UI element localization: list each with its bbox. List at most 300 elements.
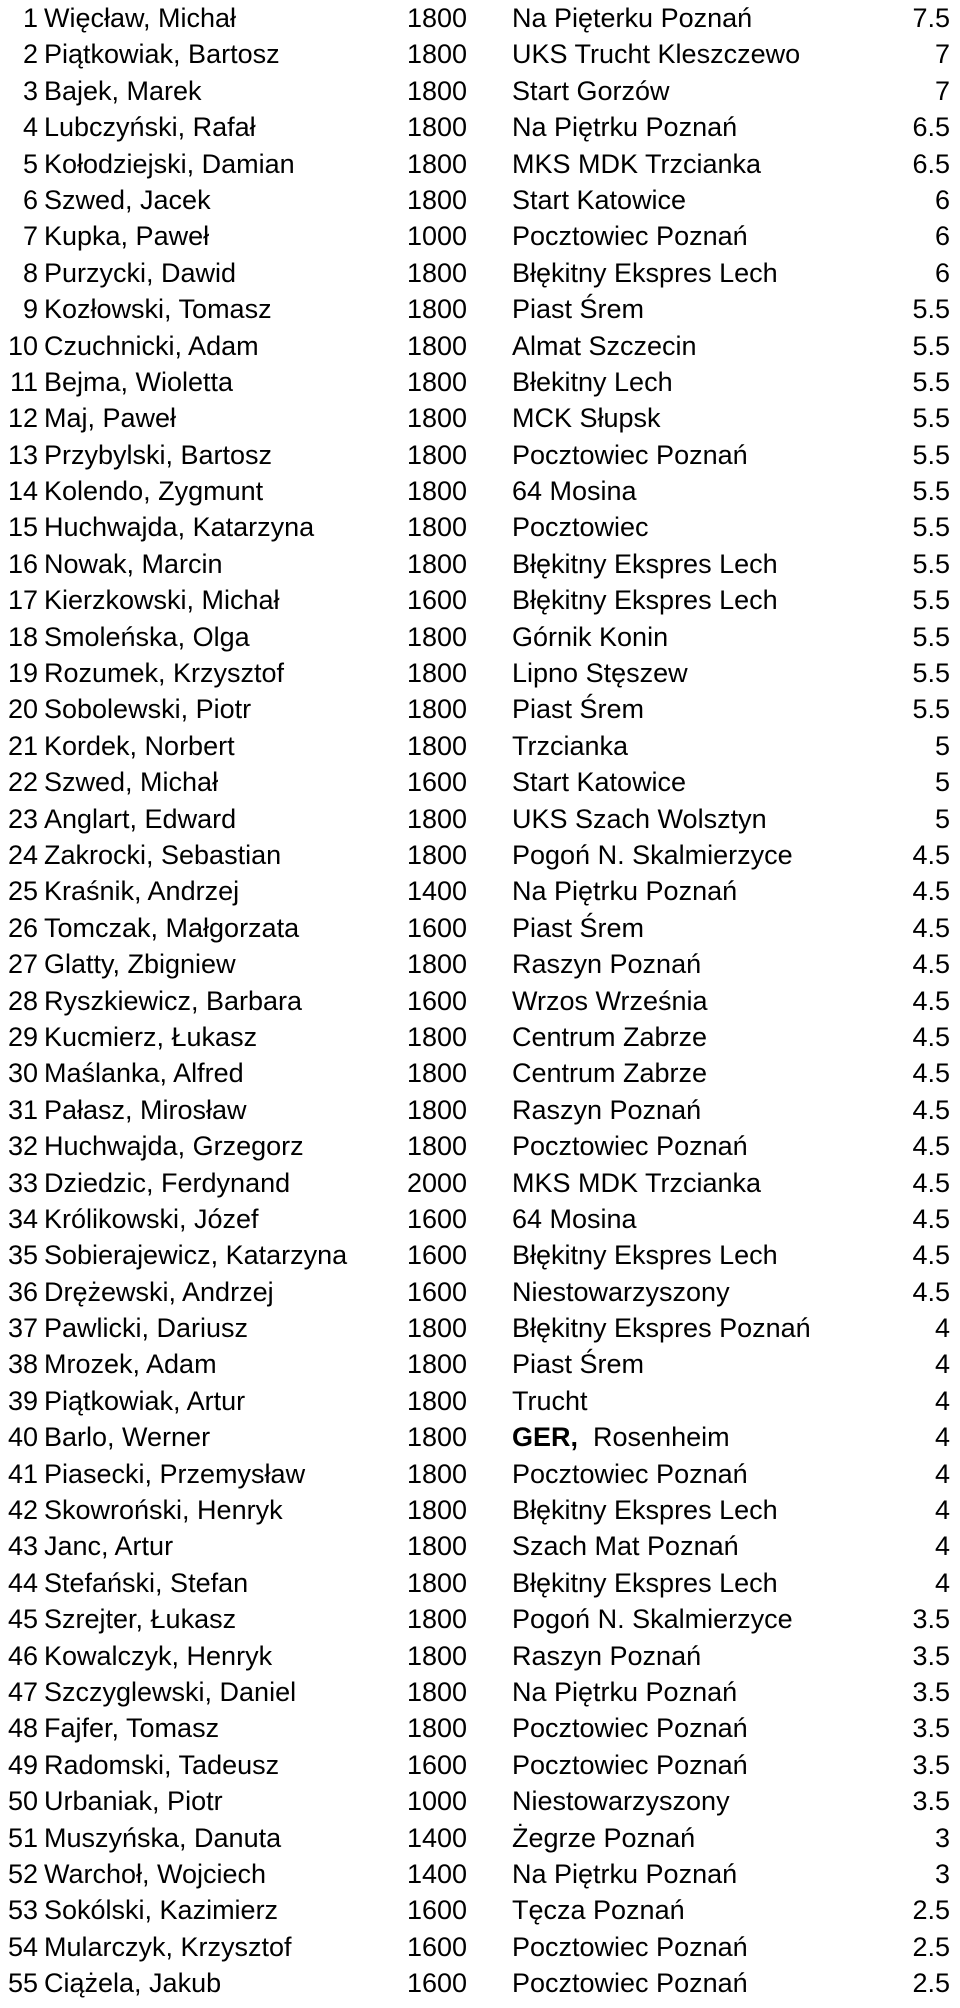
player-club: Błękitny Ekspres Lech bbox=[512, 548, 778, 579]
player-name: Muszyńska, Danuta bbox=[44, 1822, 282, 1853]
rank-number: 30 bbox=[7, 1058, 38, 1089]
player-name: Bajek, Marek bbox=[44, 75, 202, 106]
player-score: 5.5 bbox=[912, 694, 950, 725]
rank-number: 18 bbox=[7, 621, 38, 652]
table-row bbox=[0, 873, 960, 909]
player-name: Mularczyk, Krzysztof bbox=[44, 1931, 292, 1962]
table-row bbox=[0, 1965, 960, 2001]
player-rating: 1000 bbox=[407, 221, 468, 252]
player-club: Trucht bbox=[512, 1385, 588, 1416]
rank-number: 7 bbox=[22, 221, 38, 252]
player-club bbox=[512, 1419, 730, 1455]
player-club: Start Gorzów bbox=[512, 75, 670, 106]
player-score: 6 bbox=[934, 184, 950, 215]
player-rating: 1400 bbox=[407, 876, 468, 907]
player-rating: 1600 bbox=[407, 912, 468, 943]
table-row bbox=[0, 1456, 960, 1492]
player-score: 4 bbox=[934, 1458, 950, 1489]
table-row bbox=[0, 146, 960, 182]
rank-number: 36 bbox=[7, 1276, 38, 1307]
player-name: Szrejter, Łukasz bbox=[44, 1604, 237, 1635]
table-row bbox=[0, 1019, 960, 1055]
player-club: Raszyn Poznań bbox=[512, 949, 702, 980]
player-rating: 1800 bbox=[407, 294, 468, 325]
table-row bbox=[0, 619, 960, 655]
player-rating: 1400 bbox=[407, 1822, 468, 1853]
player-club: Na Pięterku Poznań bbox=[512, 3, 753, 33]
player-score: 4.5 bbox=[912, 1167, 950, 1198]
player-club: Piast Śrem bbox=[512, 912, 645, 943]
table-row bbox=[0, 1492, 960, 1528]
player-rating: 1800 bbox=[407, 257, 468, 288]
player-score: 5.5 bbox=[912, 621, 950, 652]
player-club: Pocztowiec Poznań bbox=[512, 1713, 748, 1744]
table-row bbox=[0, 1638, 960, 1674]
player-name: Drężewski, Andrzej bbox=[44, 1276, 274, 1307]
player-club: Pocztowiec Poznań bbox=[512, 1749, 748, 1780]
player-score: 6.5 bbox=[912, 148, 950, 179]
player-club: Błękitny Ekspres Lech bbox=[512, 257, 778, 288]
player-score: 5.5 bbox=[912, 330, 950, 361]
player-club: MKS MDK Trzcianka bbox=[512, 1167, 762, 1198]
table-row bbox=[0, 946, 960, 982]
rank-number: 31 bbox=[7, 1094, 38, 1125]
table-row bbox=[0, 1383, 960, 1419]
player-club: 64 Mosina bbox=[512, 1203, 637, 1234]
player-club: Start Katowice bbox=[512, 767, 687, 798]
club-city: Rosenheim bbox=[593, 1422, 730, 1453]
table-row bbox=[0, 291, 960, 327]
player-name: Czuchnicki, Adam bbox=[44, 330, 259, 361]
player-rating: 1800 bbox=[407, 439, 468, 470]
player-rating: 1800 bbox=[407, 803, 468, 834]
player-rating: 1800 bbox=[407, 1094, 468, 1125]
player-rating: 1800 bbox=[407, 1422, 468, 1453]
player-rating: 1800 bbox=[407, 1713, 468, 1744]
player-name: Janc, Artur bbox=[44, 1531, 174, 1562]
player-rating: 1800 bbox=[407, 1021, 468, 1052]
player-rating: 1800 bbox=[407, 1385, 468, 1416]
player-club: Pocztowiec Poznań bbox=[512, 1931, 748, 1962]
rank-number: 45 bbox=[7, 1604, 38, 1635]
player-rating: 1800 bbox=[407, 1058, 468, 1089]
table-row bbox=[0, 400, 960, 436]
player-name: Sobolewski, Piotr bbox=[44, 694, 252, 725]
rank-number: 52 bbox=[7, 1858, 38, 1889]
player-rating: 1800 bbox=[407, 75, 468, 106]
table-row bbox=[0, 1055, 960, 1091]
player-club: Błękitny Ekspres Lech bbox=[512, 1567, 778, 1598]
player-score: 5.5 bbox=[912, 294, 950, 325]
rank-number: 25 bbox=[7, 876, 38, 907]
table-row bbox=[0, 1419, 960, 1455]
table-row bbox=[0, 1565, 960, 1601]
player-rating: 1800 bbox=[407, 1531, 468, 1562]
player-score: 5 bbox=[934, 767, 950, 798]
table-row bbox=[0, 1092, 960, 1128]
player-club: MCK Słupsk bbox=[512, 403, 661, 434]
player-score: 5.5 bbox=[912, 512, 950, 543]
table-row bbox=[0, 1128, 960, 1164]
player-club: Na Piętrku Poznań bbox=[512, 1676, 738, 1707]
player-name: Lubczyński, Rafał bbox=[44, 112, 256, 143]
player-score: 3 bbox=[934, 1822, 950, 1853]
player-score: 5.5 bbox=[912, 548, 950, 579]
player-score: 4 bbox=[934, 1495, 950, 1526]
player-rating: 1800 bbox=[407, 1458, 468, 1489]
rank-number: 14 bbox=[7, 476, 38, 507]
player-club: Błękitny Ekspres Lech bbox=[512, 585, 778, 616]
rank-number: 23 bbox=[7, 803, 38, 834]
player-score: 4 bbox=[934, 1313, 950, 1344]
player-rating: 1800 bbox=[407, 1640, 468, 1671]
player-club: Tęcza Poznań bbox=[512, 1895, 685, 1926]
player-club: Piast Śrem bbox=[512, 294, 645, 325]
player-name: Skowroński, Henryk bbox=[44, 1495, 283, 1526]
player-score: 3.5 bbox=[912, 1640, 950, 1671]
rank-number: 42 bbox=[7, 1495, 38, 1526]
table-row bbox=[0, 1710, 960, 1746]
player-name: Kołodziejski, Damian bbox=[44, 148, 295, 179]
player-rating: 1600 bbox=[407, 1895, 468, 1926]
rank-number: 44 bbox=[7, 1567, 38, 1598]
player-name: Maj, Paweł bbox=[44, 403, 177, 434]
player-name: Szczyglewski, Daniel bbox=[44, 1676, 297, 1707]
player-score: 4.5 bbox=[912, 1240, 950, 1271]
player-score: 4.5 bbox=[912, 876, 950, 907]
rank-number: 11 bbox=[9, 366, 38, 397]
player-rating: 1800 bbox=[407, 1604, 468, 1635]
table-row bbox=[0, 691, 960, 727]
rank-number: 15 bbox=[7, 512, 38, 543]
player-club: Na Piętrku Poznań bbox=[512, 112, 738, 143]
player-rating: 1800 bbox=[407, 39, 468, 70]
rank-number: 26 bbox=[7, 912, 38, 943]
player-name: Urbaniak, Piotr bbox=[44, 1786, 223, 1817]
player-club: Wrzos Września bbox=[512, 985, 708, 1016]
table-row bbox=[0, 1856, 960, 1892]
player-club: Centrum Zabrze bbox=[512, 1021, 708, 1052]
table-row bbox=[0, 473, 960, 509]
player-rating: 1600 bbox=[407, 767, 468, 798]
player-club: Błękitny Ekspres Poznań bbox=[512, 1313, 811, 1344]
player-rating: 1800 bbox=[407, 184, 468, 215]
table-row bbox=[0, 764, 960, 800]
rank-number: 3 bbox=[22, 75, 38, 106]
rank-number: 39 bbox=[7, 1385, 38, 1416]
player-club: Lipno Stęszew bbox=[512, 658, 688, 689]
rank-number: 32 bbox=[7, 1131, 38, 1162]
rank-number: 55 bbox=[7, 1968, 38, 1999]
player-name: Ryszkiewicz, Barbara bbox=[44, 985, 303, 1016]
player-club: Błekitny Lech bbox=[512, 366, 673, 397]
player-name: Kucmierz, Łukasz bbox=[44, 1021, 258, 1052]
player-score: 5 bbox=[934, 730, 950, 761]
rank-number: 16 bbox=[7, 548, 38, 579]
table-row bbox=[0, 837, 960, 873]
player-name: Kierzkowski, Michał bbox=[44, 585, 280, 616]
player-rating: 1800 bbox=[407, 621, 468, 652]
player-rating: 1800 bbox=[407, 366, 468, 397]
player-score: 4 bbox=[934, 1349, 950, 1380]
player-name: Kordek, Norbert bbox=[44, 730, 235, 761]
player-name: Purzycki, Dawid bbox=[44, 257, 237, 288]
table-row bbox=[0, 1165, 960, 1201]
rank-number: 4 bbox=[22, 112, 38, 143]
player-club: Centrum Zabrze bbox=[512, 1058, 708, 1089]
player-club: Pogoń N. Skalmierzyce bbox=[512, 1604, 793, 1635]
rank-number: 33 bbox=[7, 1167, 38, 1198]
player-name: Sokólski, Kazimierz bbox=[44, 1895, 279, 1926]
rank-number: 35 bbox=[7, 1240, 38, 1271]
table-row bbox=[0, 1274, 960, 1310]
player-score: 4.5 bbox=[912, 839, 950, 870]
table-row bbox=[0, 582, 960, 618]
player-name: Kowalczyk, Henryk bbox=[44, 1640, 273, 1671]
player-rating: 1800 bbox=[407, 476, 468, 507]
player-club: Pocztowiec Poznań bbox=[512, 1131, 748, 1162]
player-club: Pocztowiec Poznań bbox=[512, 1968, 748, 1999]
player-rating: 1800 bbox=[407, 1676, 468, 1707]
player-name: Radomski, Tadeusz bbox=[44, 1749, 280, 1780]
player-club: Pocztowiec Poznań bbox=[512, 1458, 748, 1489]
table-row bbox=[0, 364, 960, 400]
player-rating: 1800 bbox=[407, 403, 468, 434]
player-rating: 1600 bbox=[407, 985, 468, 1016]
rank-number: 37 bbox=[7, 1313, 38, 1344]
player-score: 3.5 bbox=[912, 1713, 950, 1744]
rank-number: 29 bbox=[7, 1021, 38, 1052]
player-name: Smoleńska, Olga bbox=[44, 621, 250, 652]
player-name: Huchwajda, Katarzyna bbox=[44, 512, 315, 543]
player-club: Żegrze Poznań bbox=[512, 1822, 696, 1853]
rank-number: 24 bbox=[7, 839, 38, 870]
player-rating: 1800 bbox=[407, 658, 468, 689]
player-name: Przybylski, Bartosz bbox=[44, 439, 273, 470]
player-club: Piast Śrem bbox=[512, 694, 645, 725]
table-row bbox=[0, 728, 960, 764]
rank-number: 43 bbox=[7, 1531, 38, 1562]
player-score: 7 bbox=[934, 39, 950, 70]
player-club: Pocztowiec Poznań bbox=[512, 221, 748, 252]
table-row bbox=[0, 546, 960, 582]
player-rating: 1800 bbox=[407, 548, 468, 579]
player-score: 7.5 bbox=[912, 3, 950, 33]
table-row bbox=[0, 1783, 960, 1819]
table-row bbox=[0, 983, 960, 1019]
player-name: Piątkowiak, Bartosz bbox=[44, 39, 280, 70]
player-rating: 1600 bbox=[407, 1203, 468, 1234]
player-score: 5 bbox=[934, 803, 950, 834]
player-club: Raszyn Poznań bbox=[512, 1640, 702, 1671]
player-score: 4 bbox=[934, 1567, 950, 1598]
player-rating: 1800 bbox=[407, 148, 468, 179]
player-score: 4.5 bbox=[912, 1131, 950, 1162]
player-club: MKS MDK Trzcianka bbox=[512, 148, 762, 179]
player-name: Szwed, Michał bbox=[44, 767, 219, 798]
player-name: Maślanka, Alfred bbox=[44, 1058, 244, 1089]
rank-number: 50 bbox=[7, 1786, 38, 1817]
player-name: Piasecki, Przemysław bbox=[44, 1458, 306, 1489]
player-score: 6.5 bbox=[912, 112, 950, 143]
player-rating: 2000 bbox=[407, 1167, 468, 1198]
player-rating: 1600 bbox=[407, 1968, 468, 1999]
table-row bbox=[0, 1528, 960, 1564]
player-score: 2.5 bbox=[912, 1968, 950, 1999]
player-name: Kupka, Paweł bbox=[44, 221, 210, 252]
player-club: Górnik Konin bbox=[512, 621, 669, 652]
table-row bbox=[0, 1674, 960, 1710]
player-name: Mrozek, Adam bbox=[44, 1349, 217, 1380]
rank-number: 38 bbox=[7, 1349, 38, 1380]
rank-number: 17 bbox=[7, 585, 38, 616]
player-club: Niestowarzyszony bbox=[512, 1276, 730, 1307]
table-row bbox=[0, 328, 960, 364]
player-rating: 1800 bbox=[407, 330, 468, 361]
rank-number: 27 bbox=[7, 949, 38, 980]
player-club: UKS Trucht Kleszczewo bbox=[512, 39, 801, 70]
table-row bbox=[0, 1201, 960, 1237]
player-score: 5.5 bbox=[912, 439, 950, 470]
table-row bbox=[0, 1601, 960, 1637]
player-name: Kraśnik, Andrzej bbox=[44, 876, 240, 907]
player-rating: 1000 bbox=[407, 1786, 468, 1817]
rank-number: 48 bbox=[7, 1713, 38, 1744]
player-club: Almat Szczecin bbox=[512, 330, 697, 361]
table-row bbox=[0, 0, 960, 36]
rank-number: 8 bbox=[22, 257, 38, 288]
rank-number: 21 bbox=[7, 730, 38, 761]
rank-number: 2 bbox=[22, 39, 38, 70]
table-row bbox=[0, 437, 960, 473]
player-club: Pocztowiec bbox=[512, 512, 649, 543]
player-club: Niestowarzyszony bbox=[512, 1786, 730, 1817]
player-score: 3.5 bbox=[912, 1786, 950, 1817]
player-score: 6 bbox=[934, 221, 950, 252]
rank-number: 41 bbox=[7, 1458, 38, 1489]
table-row bbox=[0, 1346, 960, 1382]
rank-number: 47 bbox=[7, 1676, 38, 1707]
rank-number: 46 bbox=[7, 1640, 38, 1671]
player-score: 5.5 bbox=[912, 658, 950, 689]
table-row bbox=[0, 1892, 960, 1928]
rank-number: 6 bbox=[22, 184, 38, 215]
table-row bbox=[0, 1237, 960, 1273]
player-name: Królikowski, Józef bbox=[44, 1203, 259, 1234]
player-rating: 1600 bbox=[407, 1240, 468, 1271]
player-name: Rozumek, Krzysztof bbox=[44, 658, 285, 689]
player-name: Glatty, Zbigniew bbox=[44, 949, 236, 980]
player-name: Dziedzic, Ferdynand bbox=[44, 1167, 291, 1198]
player-name: Bejma, Wioletta bbox=[44, 366, 234, 397]
player-name: Nowak, Marcin bbox=[44, 548, 223, 579]
player-rating: 1800 bbox=[407, 1313, 468, 1344]
player-score: 6 bbox=[934, 257, 950, 288]
player-name: Warchoł, Wojciech bbox=[44, 1858, 267, 1889]
player-rating: 1800 bbox=[407, 112, 468, 143]
player-rating: 1800 bbox=[407, 1567, 468, 1598]
table-row bbox=[0, 1820, 960, 1856]
rank-number: 20 bbox=[7, 694, 38, 725]
rank-number: 53 bbox=[7, 1895, 38, 1926]
table-row bbox=[0, 255, 960, 291]
rank-number: 10 bbox=[7, 330, 38, 361]
player-name: Sobierajewicz, Katarzyna bbox=[44, 1240, 348, 1271]
player-score: 4 bbox=[934, 1422, 950, 1453]
table-row bbox=[0, 1747, 960, 1783]
player-name: Szwed, Jacek bbox=[44, 184, 211, 215]
table-row bbox=[0, 1929, 960, 1965]
rank-number: 51 bbox=[7, 1822, 38, 1853]
player-name: Pawlicki, Dariusz bbox=[44, 1313, 249, 1344]
table-row bbox=[0, 801, 960, 837]
player-rating: 1600 bbox=[407, 1276, 468, 1307]
table-row bbox=[0, 910, 960, 946]
player-club: Raszyn Poznań bbox=[512, 1094, 702, 1125]
rank-number: 40 bbox=[7, 1422, 38, 1453]
player-name: Huchwajda, Grzegorz bbox=[44, 1131, 304, 1162]
player-club: Piast Śrem bbox=[512, 1349, 645, 1380]
rank-number: 28 bbox=[7, 985, 38, 1016]
player-club: Na Piętrku Poznań bbox=[512, 876, 738, 907]
player-rating: 1800 bbox=[407, 839, 468, 870]
player-name: Zakrocki, Sebastian bbox=[44, 839, 282, 870]
player-rating: 1800 bbox=[407, 3, 468, 33]
rank-number: 22 bbox=[7, 767, 38, 798]
player-score: 5.5 bbox=[912, 366, 950, 397]
table-row bbox=[0, 36, 960, 72]
table-row bbox=[0, 109, 960, 145]
player-name: Stefański, Stefan bbox=[44, 1567, 249, 1598]
player-name: Fajfer, Tomasz bbox=[44, 1713, 220, 1744]
player-rating: 1800 bbox=[407, 1349, 468, 1380]
rank-number: 12 bbox=[7, 403, 38, 434]
player-score: 5.5 bbox=[912, 476, 950, 507]
player-score: 4.5 bbox=[912, 949, 950, 980]
rank-number: 13 bbox=[7, 439, 38, 470]
player-score: 4.5 bbox=[912, 1094, 950, 1125]
player-club: Start Katowice bbox=[512, 184, 687, 215]
player-rating: 1600 bbox=[407, 1931, 468, 1962]
table-row bbox=[0, 1310, 960, 1346]
player-club: Błękitny Ekspres Lech bbox=[512, 1240, 778, 1271]
table-row bbox=[0, 182, 960, 218]
player-rating: 1800 bbox=[407, 694, 468, 725]
player-club: 64 Mosina bbox=[512, 476, 637, 507]
player-club: Trzcianka bbox=[512, 730, 629, 761]
player-club: Pogoń N. Skalmierzyce bbox=[512, 839, 793, 870]
player-score: 4.5 bbox=[912, 1058, 950, 1089]
rank-number: 54 bbox=[7, 1931, 38, 1962]
player-score: 3 bbox=[934, 1858, 950, 1889]
player-score: 4.5 bbox=[912, 1276, 950, 1307]
player-name: Ciążela, Jakub bbox=[44, 1968, 222, 1999]
player-name: Kolendo, Zygmunt bbox=[44, 476, 264, 507]
player-name: Kozłowski, Tomasz bbox=[44, 294, 272, 325]
player-rating: 1800 bbox=[407, 949, 468, 980]
player-score: 4.5 bbox=[912, 985, 950, 1016]
player-rating: 1600 bbox=[407, 585, 468, 616]
rank-number: 9 bbox=[22, 294, 38, 325]
rank-number: 5 bbox=[22, 148, 38, 179]
player-score: 5.5 bbox=[912, 403, 950, 434]
player-score: 7 bbox=[934, 75, 950, 106]
player-rating: 1400 bbox=[407, 1858, 468, 1889]
player-rating: 1800 bbox=[407, 512, 468, 543]
player-score: 4 bbox=[934, 1531, 950, 1562]
player-rating: 1600 bbox=[407, 1749, 468, 1780]
player-name: Anglart, Edward bbox=[44, 803, 237, 834]
